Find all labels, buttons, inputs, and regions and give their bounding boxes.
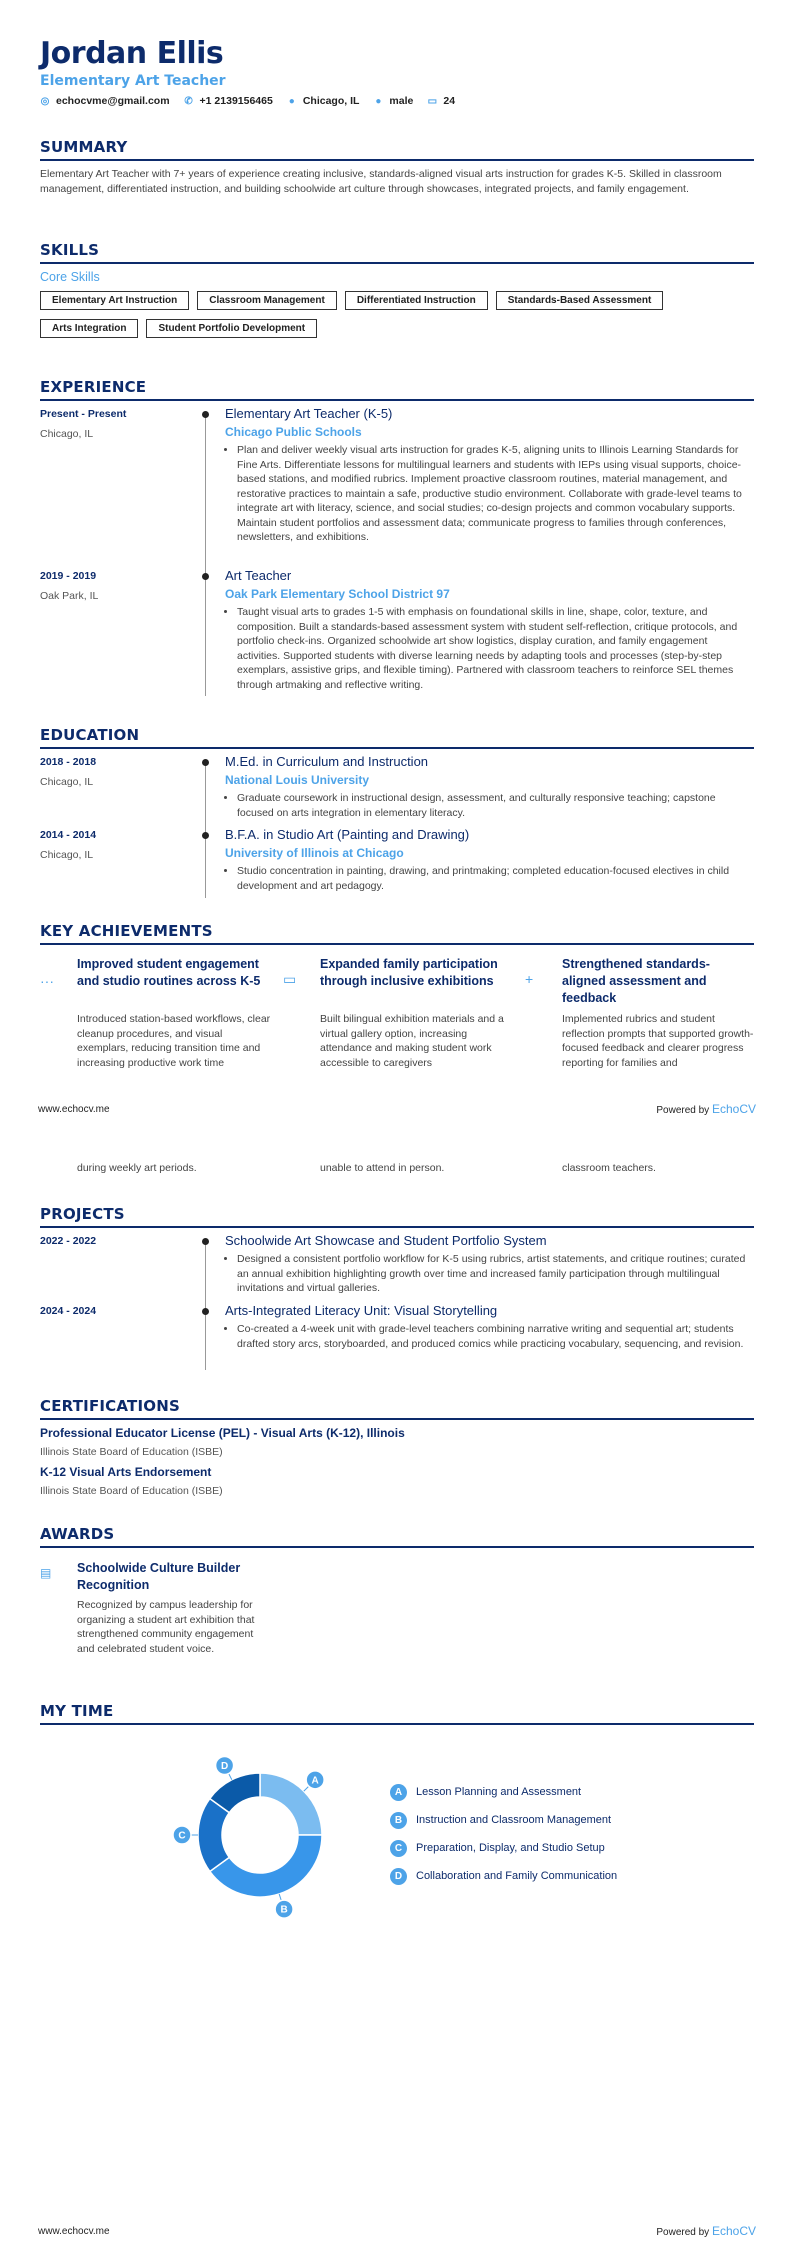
contact-bar: [40, 95, 455, 107]
edu-org: University of Illinois at Chicago: [225, 846, 404, 860]
edu-bullet: • Graduate coursework in instructional design, assessment, and culturally responsive teaching; capstone focused on arts integration in elementary literacy.: [225, 791, 750, 820]
donut-slice-b: [210, 1835, 322, 1897]
skill-chip: Elementary Art Instruction: [40, 291, 189, 310]
exp-location: Oak Park, IL: [40, 590, 99, 602]
legend-item: D Collaboration and Family Communication: [390, 1862, 617, 1890]
contact-gender: ● male: [375, 95, 414, 107]
skills-subtitle: Core Skills: [40, 270, 100, 284]
achievements-heading: KEY ACHIEVEMENTS: [40, 922, 754, 945]
candidate-role: Elementary Art Teacher: [40, 73, 226, 89]
legend-badge: B: [390, 1812, 407, 1829]
edu-date: 2014 - 2014: [40, 829, 97, 841]
project-bullet: • Co-created a 4-week unit with grade-level teachers combining narrative writing and sequential art; students drafted story arcs, storyboarded, and produced comics while practicing vocabulary, sequencing, and revision.: [225, 1322, 750, 1351]
achievement-desc: Implemented rubrics and student reflection prompts that supported growth-focused feedback and clearer progress reporting for families and: [562, 1013, 754, 1069]
monitor-icon: ▭: [283, 971, 297, 987]
exp-date: 2019 - 2019: [40, 570, 97, 582]
edu-location: Chicago, IL: [40, 849, 94, 861]
project-title: Schoolwide Art Showcase and Student Portfolio System: [225, 1233, 547, 1248]
edu-date: 2018 - 2018: [40, 756, 97, 768]
time-donut-chart: [160, 1735, 360, 1935]
legend-badge: A: [390, 1784, 407, 1801]
contact-phone[interactable]: ✆ +1 2139156465: [184, 95, 273, 107]
edu-location: Chicago, IL: [40, 776, 94, 788]
exp-location: Chicago, IL: [40, 428, 94, 440]
experience-timeline: [205, 414, 206, 696]
education-heading: EDUCATION: [40, 726, 754, 749]
edu-title: B.F.A. in Studio Art (Painting and Drawing): [225, 827, 470, 842]
contact-location: ● Chicago, IL: [288, 95, 360, 107]
cert-issuer: Illinois State Board of Education (ISBE): [40, 1485, 223, 1497]
edu-bullet: • Studio concentration in painting, drawing, and printmaking; completed education-focused electives in child development and art pedagogy.: [225, 864, 750, 893]
legend-item: C Preparation, Display, and Studio Setup: [390, 1834, 617, 1862]
achievement-title: Expanded family participation through inclusive exhibitions: [320, 957, 498, 988]
donut-label: D: [220, 1761, 229, 1773]
dots-icon: ···: [40, 973, 54, 989]
footer-url[interactable]: www.echocv.me: [38, 1104, 110, 1115]
achievement-desc: Built bilingual exhibition materials and a virtual gallery option, increasing attendance and making student work accessible to caregivers: [320, 1013, 504, 1069]
skill-chip: Classroom Management: [197, 291, 337, 310]
timeline-dot: [202, 411, 209, 418]
donut-label: C: [178, 1830, 186, 1842]
achievement-title: Strengthened standards-aligned assessment and feedback: [562, 957, 710, 1005]
achievement-desc: Introduced station-based workflows, clear cleanup procedures, and visual exemplars, reducing transition time and increasing productive work time: [77, 1013, 271, 1069]
awards-heading: AWARDS: [40, 1525, 754, 1548]
calendar-icon: ▭: [427, 95, 438, 107]
project-date: 2022 - 2022: [40, 1235, 97, 1247]
achievement-desc-tail: during weekly art periods.: [77, 1162, 197, 1174]
edu-org: National Louis University: [225, 773, 370, 787]
skill-chip: Student Portfolio Development: [146, 319, 317, 338]
donut-label: B: [280, 1904, 288, 1916]
exp-date: Present - Present: [40, 408, 127, 420]
timeline-dot: [202, 1308, 209, 1315]
cert-issuer: Illinois State Board of Education (ISBE): [40, 1446, 223, 1458]
crosshair-icon: +: [525, 971, 534, 987]
achievement-title: Improved student engagement and studio routines across K-5: [77, 957, 261, 988]
award-title: Schoolwide Culture Builder Recognition: [77, 1561, 241, 1592]
achievement-desc-tail: unable to attend in person.: [320, 1162, 445, 1174]
contact-age: ▭ 24: [427, 95, 456, 107]
cert-name: K-12 Visual Arts Endorsement: [40, 1465, 212, 1479]
exp-bullet: • Plan and deliver weekly visual arts instruction for grades K-5, aligning units to Illinois Learning Standards for Fine Arts. Differentiate lessons for multilingual learners and students with IEPs using visual supports, choice-based stations, and modified rubrics. Implement proactive classroom routines, material management, and restorative practices to maintain a safe, productive studio environment. Collaborate with grade-level teams to integrate art with literacy, science, and social studies; co-design projects and common vocabulary supports. Maintain student portfolios and assessment data; communicate progress to families through conferences, newsletters, and exhibitions.: [225, 443, 750, 545]
skill-chip: Differentiated Instruction: [345, 291, 488, 310]
award-desc: Recognized by campus leadership for organizing a student art exhibition that strengthened community engagement and celebrated student voice.: [77, 1599, 255, 1655]
time-legend: [390, 1778, 617, 1890]
footer-url[interactable]: www.echocv.me: [38, 2226, 110, 2237]
timeline-dot: [202, 1238, 209, 1245]
projects-heading: PROJECTS: [40, 1205, 754, 1228]
legend-item: A Lesson Planning and Assessment: [390, 1778, 617, 1806]
project-bullet: • Designed a consistent portfolio workflow for K-5 using rubrics, artist statements, and critique routines; curated an annual exhibition highlighting growth over time and increased family participation through multilingual invitations and virtual galleries.: [225, 1252, 750, 1296]
legend-badge: C: [390, 1840, 407, 1857]
legend-item: B Instruction and Classroom Management: [390, 1806, 617, 1834]
contact-email[interactable]: ◎ echocvme@gmail.com: [40, 95, 170, 107]
experience-heading: EXPERIENCE: [40, 378, 754, 401]
person-icon: ●: [375, 95, 382, 107]
timeline-dot: [202, 759, 209, 766]
at-icon: ◎: [40, 95, 50, 107]
skills-heading: SKILLS: [40, 241, 754, 264]
phone-icon: ✆: [184, 95, 193, 107]
timeline-dot: [202, 573, 209, 580]
footer-brand: Powered by EchoCV: [656, 2224, 756, 2238]
skill-chip: Standards-Based Assessment: [496, 291, 664, 310]
exp-title: Elementary Art Teacher (K-5): [225, 406, 393, 421]
education-timeline: [205, 762, 206, 898]
project-title: Arts-Integrated Literacy Unit: Visual Storytelling: [225, 1303, 498, 1318]
mytime-heading: MY TIME: [40, 1702, 754, 1725]
exp-org: Chicago Public Schools: [225, 425, 362, 439]
exp-org: Oak Park Elementary School District 97: [225, 587, 450, 601]
exp-title: Art Teacher: [225, 568, 292, 583]
project-date: 2024 - 2024: [40, 1305, 97, 1317]
skill-chip: Arts Integration: [40, 319, 138, 338]
location-icon: ●: [288, 95, 295, 107]
summary-heading: SUMMARY: [40, 138, 754, 161]
skills-list: [40, 291, 760, 338]
timeline-dot: [202, 832, 209, 839]
footer-brand: Powered by EchoCV: [656, 1102, 756, 1116]
edu-title: M.Ed. in Curriculum and Instruction: [225, 754, 429, 769]
achievement-desc-tail: classroom teachers.: [562, 1162, 656, 1174]
summary-text: Elementary Art Teacher with 7+ years of experience creating inclusive, standards-aligned visual arts instruction for grades K-5. Skilled in classroom management, differentiated instruction, and building schoolwide art culture through showcases, integrated projects, and family engagement.: [40, 168, 722, 195]
donut-label: A: [311, 1775, 319, 1787]
chart-icon: ▤: [40, 1566, 52, 1580]
cert-name: Professional Educator License (PEL) - Visual Arts (K-12), Illinois: [40, 1426, 405, 1440]
legend-badge: D: [390, 1868, 407, 1885]
certifications-heading: CERTIFICATIONS: [40, 1397, 754, 1420]
exp-bullet: • Taught visual arts to grades 1-5 with emphasis on foundational skills in line, shape, color, texture, and composition. Built a standards-based assessment system with student self-reflection, critique protocols, and portfolio check-ins. Organized schoolwide art show logistics, display curation, and family engagement activities. Supported students with diverse learning needs by adapting tools and processes (step-by-step exemplars, assistive grips, and flexible timing). Partnered with classroom teachers to reinforce SEL themes through artmaking and reflective writing.: [225, 605, 750, 692]
candidate-name: Jordan Ellis: [40, 36, 224, 71]
projects-timeline: [205, 1240, 206, 1370]
